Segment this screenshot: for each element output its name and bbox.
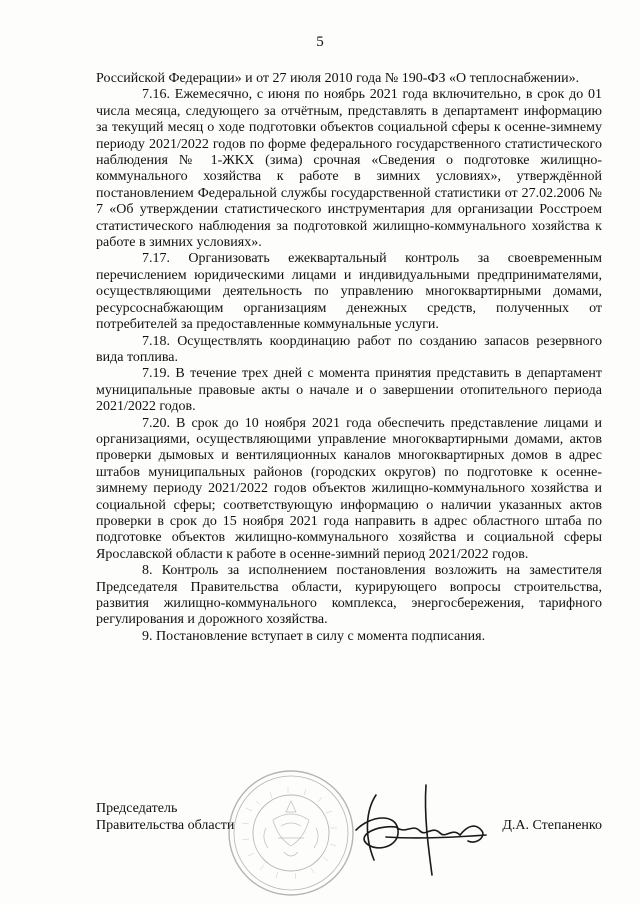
handwritten-signature-icon [336, 775, 496, 885]
document-body [96, 71, 602, 645]
paragraph-9: 9. Постановление вступает в силу с момента подписания. [142, 628, 486, 644]
paragraph-8: 8. Контроль за исполнением постановления возложить на заместителя Председателя Правительства области, курирующего вопросы строительства, развития жилищно-коммунального комплекса, энергосбережения, тарифного регулирования и дорожного хозяйства. [96, 563, 602, 628]
page-number: 5 [316, 34, 324, 50]
paragraph-continued: Российской Федерации» и от 27 июля 2010 года № 190-ФЗ «О теплоснабжении». [96, 71, 580, 86]
paragraph-7-16: 7.16. Ежемесячно, с июня по ноябрь 2021 года включительно, в срок до 01 числа месяца, следующего за отчётным, представлять в департамент информацию за текущий месяц о ходе подготовки объектов социальной сферы к осенне-зимнему периоду 2021/2022 годов по форме федерального государственного статистического наблюдения № 1-ЖКХ (зима) срочная «Сведения о подготовке жилищно-коммунального хозяйства к работе в зимних условиях», утверждённой постановлением Федеральной службы государственной статистики от 27.02.2006 № 7 «Об утверждении статистического инструментария для организации Росстроем статистического наблюдения за подготовкой жилищно-коммунального хозяйства к работе в зимних условиях». [96, 87, 602, 251]
signer-title-line-2: Правительства области [96, 818, 235, 833]
signer-title [96, 800, 234, 834]
signature-block [96, 800, 602, 880]
paragraph-7-19: 7.19. В течение трех дней с момента принятия представить в департамент муниципальные правовые акты о начале и о завершении отопительного периода 2021/2022 годов. [96, 366, 602, 415]
paragraph-7-17: 7.17. Организовать ежеквартальный контроль за своевременным перечислением юридическими лицами и индивидуальными предпринимателями, осуществляющими деятельность по управлению многоквартирными домами, ресурсоснабжающим организациям денежных средств, полученных от потребителей за предоставленные коммунальные услуги. [96, 251, 602, 333]
paragraph-7-20: 7.20. В срок до 10 ноября 2021 года обеспечить представление лицами и организациями, осуществляющими управление многоквартирными домами, актов проверки дымовых и вентиляционных каналов многоквартирных домов в адрес штабов муниципальных районов (городских округов) по подготовке к осенне-зимнему периоду 2021/2022 годов объектов жилищно-коммунального хозяйства и социальной сферы; соответствующую информацию о наличии указанных актов проверки в срок до 15 ноября 2021 года направить в адрес областного штаба по подготовке объектов жилищно-коммунального хозяйства и социальной сферы Ярославской области к работе в осенне-зимний период 2021/2022 годов. [96, 415, 602, 562]
signer-name: Д.А. Степаненко [502, 818, 602, 833]
paragraph-7-18: 7.18. Осуществлять координацию работ по созданию запасов резервного вида топлива. [96, 333, 602, 365]
signer-title-line-1: Председатель [96, 801, 178, 816]
